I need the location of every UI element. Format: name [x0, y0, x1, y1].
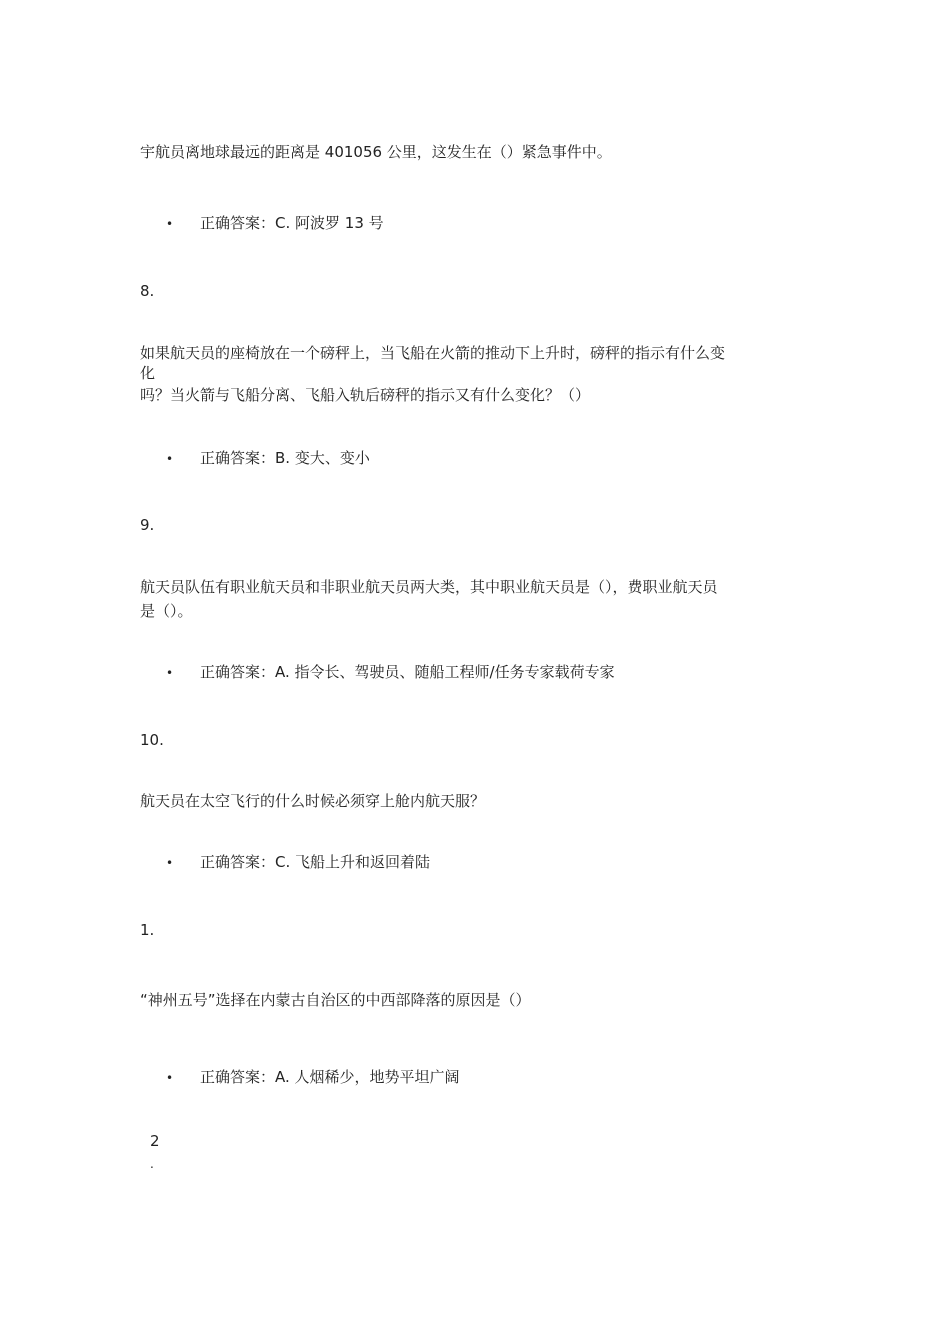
question-10-number: 10.	[140, 731, 164, 749]
question-8-number: 8.	[140, 282, 155, 300]
answer-7-text: 正确答案：C. 阿波罗 13 号	[200, 214, 384, 232]
answer-7	[166, 213, 384, 234]
answer-9	[166, 662, 615, 683]
answer-8	[166, 448, 370, 469]
question-2-number-dot: .	[150, 1157, 154, 1171]
answer-10-text: 正确答案：C. 飞船上升和返回着陆	[200, 853, 431, 871]
answer-1	[166, 1067, 460, 1088]
question-9-line-2: 是（）。	[140, 602, 193, 620]
bullet-icon: •	[166, 856, 174, 870]
answer-8-text: 正确答案：B. 变大、变小	[200, 449, 370, 467]
bullet-icon: •	[166, 217, 174, 231]
question-10-text: 航天员在太空飞行的什么时候必须穿上舱内航天服？	[140, 792, 486, 810]
answer-9-text: 正确答案：A. 指令长、驾驶员、随船工程师/任务专家载荷专家	[200, 663, 615, 681]
bullet-icon: •	[166, 452, 174, 466]
question-9-number: 9.	[140, 516, 155, 534]
answer-10	[166, 852, 430, 873]
question-8-line-2: 化	[140, 364, 156, 382]
question-1-text: “神州五号”选择在内蒙古自治区的中西部降落的原因是（）	[140, 991, 531, 1009]
question-8-line-1: 如果航天员的座椅放在一个磅秤上，当飞船在火箭的推动下上升时，磅秤的指示有什么变	[140, 344, 726, 362]
question-8-line-3: 吗？当火箭与飞船分离、飞船入轨后磅秤的指示又有什么变化？（）	[140, 386, 591, 404]
question-1-number: 1.	[140, 921, 155, 939]
question-9-line-1: 航天员队伍有职业航天员和非职业航天员两大类，其中职业航天员是（），费职业航天员	[140, 578, 718, 596]
bullet-icon: •	[166, 666, 174, 680]
question-2-number: 2	[150, 1132, 160, 1150]
question-7-text: 宇航员离地球最远的距离是 401056 公里，这发生在（）紧急事件中。	[140, 143, 612, 161]
bullet-icon: •	[166, 1071, 174, 1085]
answer-1-text: 正确答案：A. 人烟稀少，地势平坦广阔	[200, 1068, 460, 1086]
